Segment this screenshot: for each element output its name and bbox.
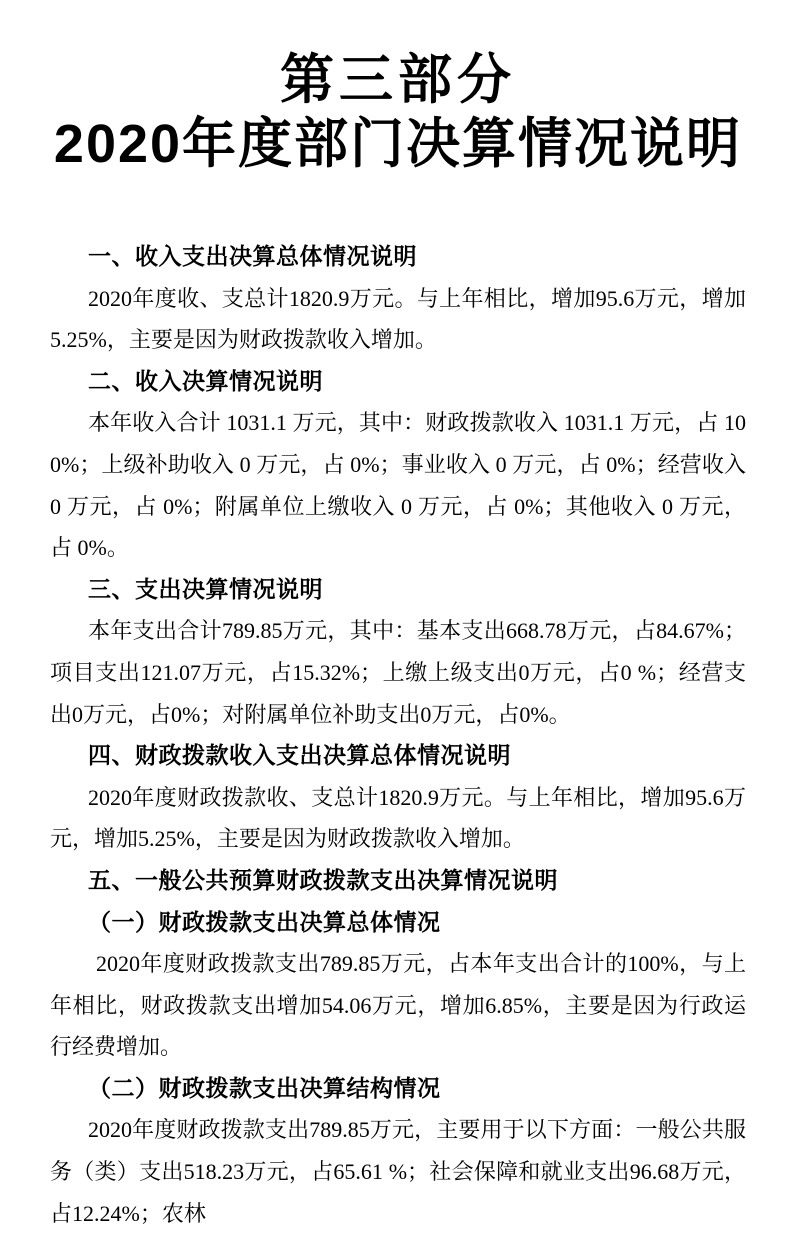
section-5-sub-1-heading: （一）财政拨款支出决算总体情况 <box>88 908 441 935</box>
section-5-sub-2-paragraph: 2020年度财政拨款支出789.85万元，主要用于以下方面：一般公共服务（类）支出518.23万元，占65.61 %；社会保障和就业支出96.68万元，占12.24%；农林 <box>50 1117 746 1226</box>
section-1-paragraph: 2020年度收、支总计1820.9万元。与上年相比，增加95.6万元，增加5.25%，主要是因为财政拨款收入增加。 <box>50 285 746 353</box>
section-3-heading: 三、支出决算情况说明 <box>88 575 323 602</box>
document-title: 2020年度部门决算情况说明 <box>53 114 743 174</box>
section-1-heading: 一、收入支出决算总体情况说明 <box>88 243 417 269</box>
document-body <box>50 236 746 1234</box>
section-5-heading: 五、一般公共预算财政拨款支出决算情况说明 <box>88 866 558 893</box>
part-title: 第三部分 <box>280 50 516 110</box>
section-4-heading: 四、财政拨款收入支出决算总体情况说明 <box>88 742 511 769</box>
section-3-paragraph: 本年支出合计789.85万元，其中：基本支出668.78万元，占84.67%；项目支出121.07万元，占15.32%；上缴上级支出0万元，占0 %；经营支出0万元，占0%；对附属单位补助支出0万元，占0%。 <box>50 618 746 727</box>
section-2-heading: 二、收入决算情况说明 <box>88 367 323 394</box>
section-4-paragraph: 2020年度财政拨款收、支总计1820.9万元。与上年相比，增加95.6万元，增加5.25%，主要是因为财政拨款收入增加。 <box>50 784 746 852</box>
document-title-block <box>50 48 746 176</box>
section-2-paragraph: 本年收入合计 1031.1 万元，其中：财政拨款收入 1031.1 万元，占 100%；上级补助收入 0 万元，占 0%；事业收入 0 万元，占 0%；经营收入 0 万元，占 0%；附属单位上缴收入 0 万元，占 0%；其他收入 0 万元，占 0%。 <box>50 410 746 561</box>
section-5-sub-1-paragraph: 2020年度财政拨款支出789.85万元，占本年支出合计的100%，与上年相比，财政拨款支出增加54.06万元，增加6.85%，主要是因为行政运行经费增加。 <box>50 951 746 1060</box>
section-5-sub-2-heading: （二）财政拨款支出决算结构情况 <box>88 1074 441 1101</box>
